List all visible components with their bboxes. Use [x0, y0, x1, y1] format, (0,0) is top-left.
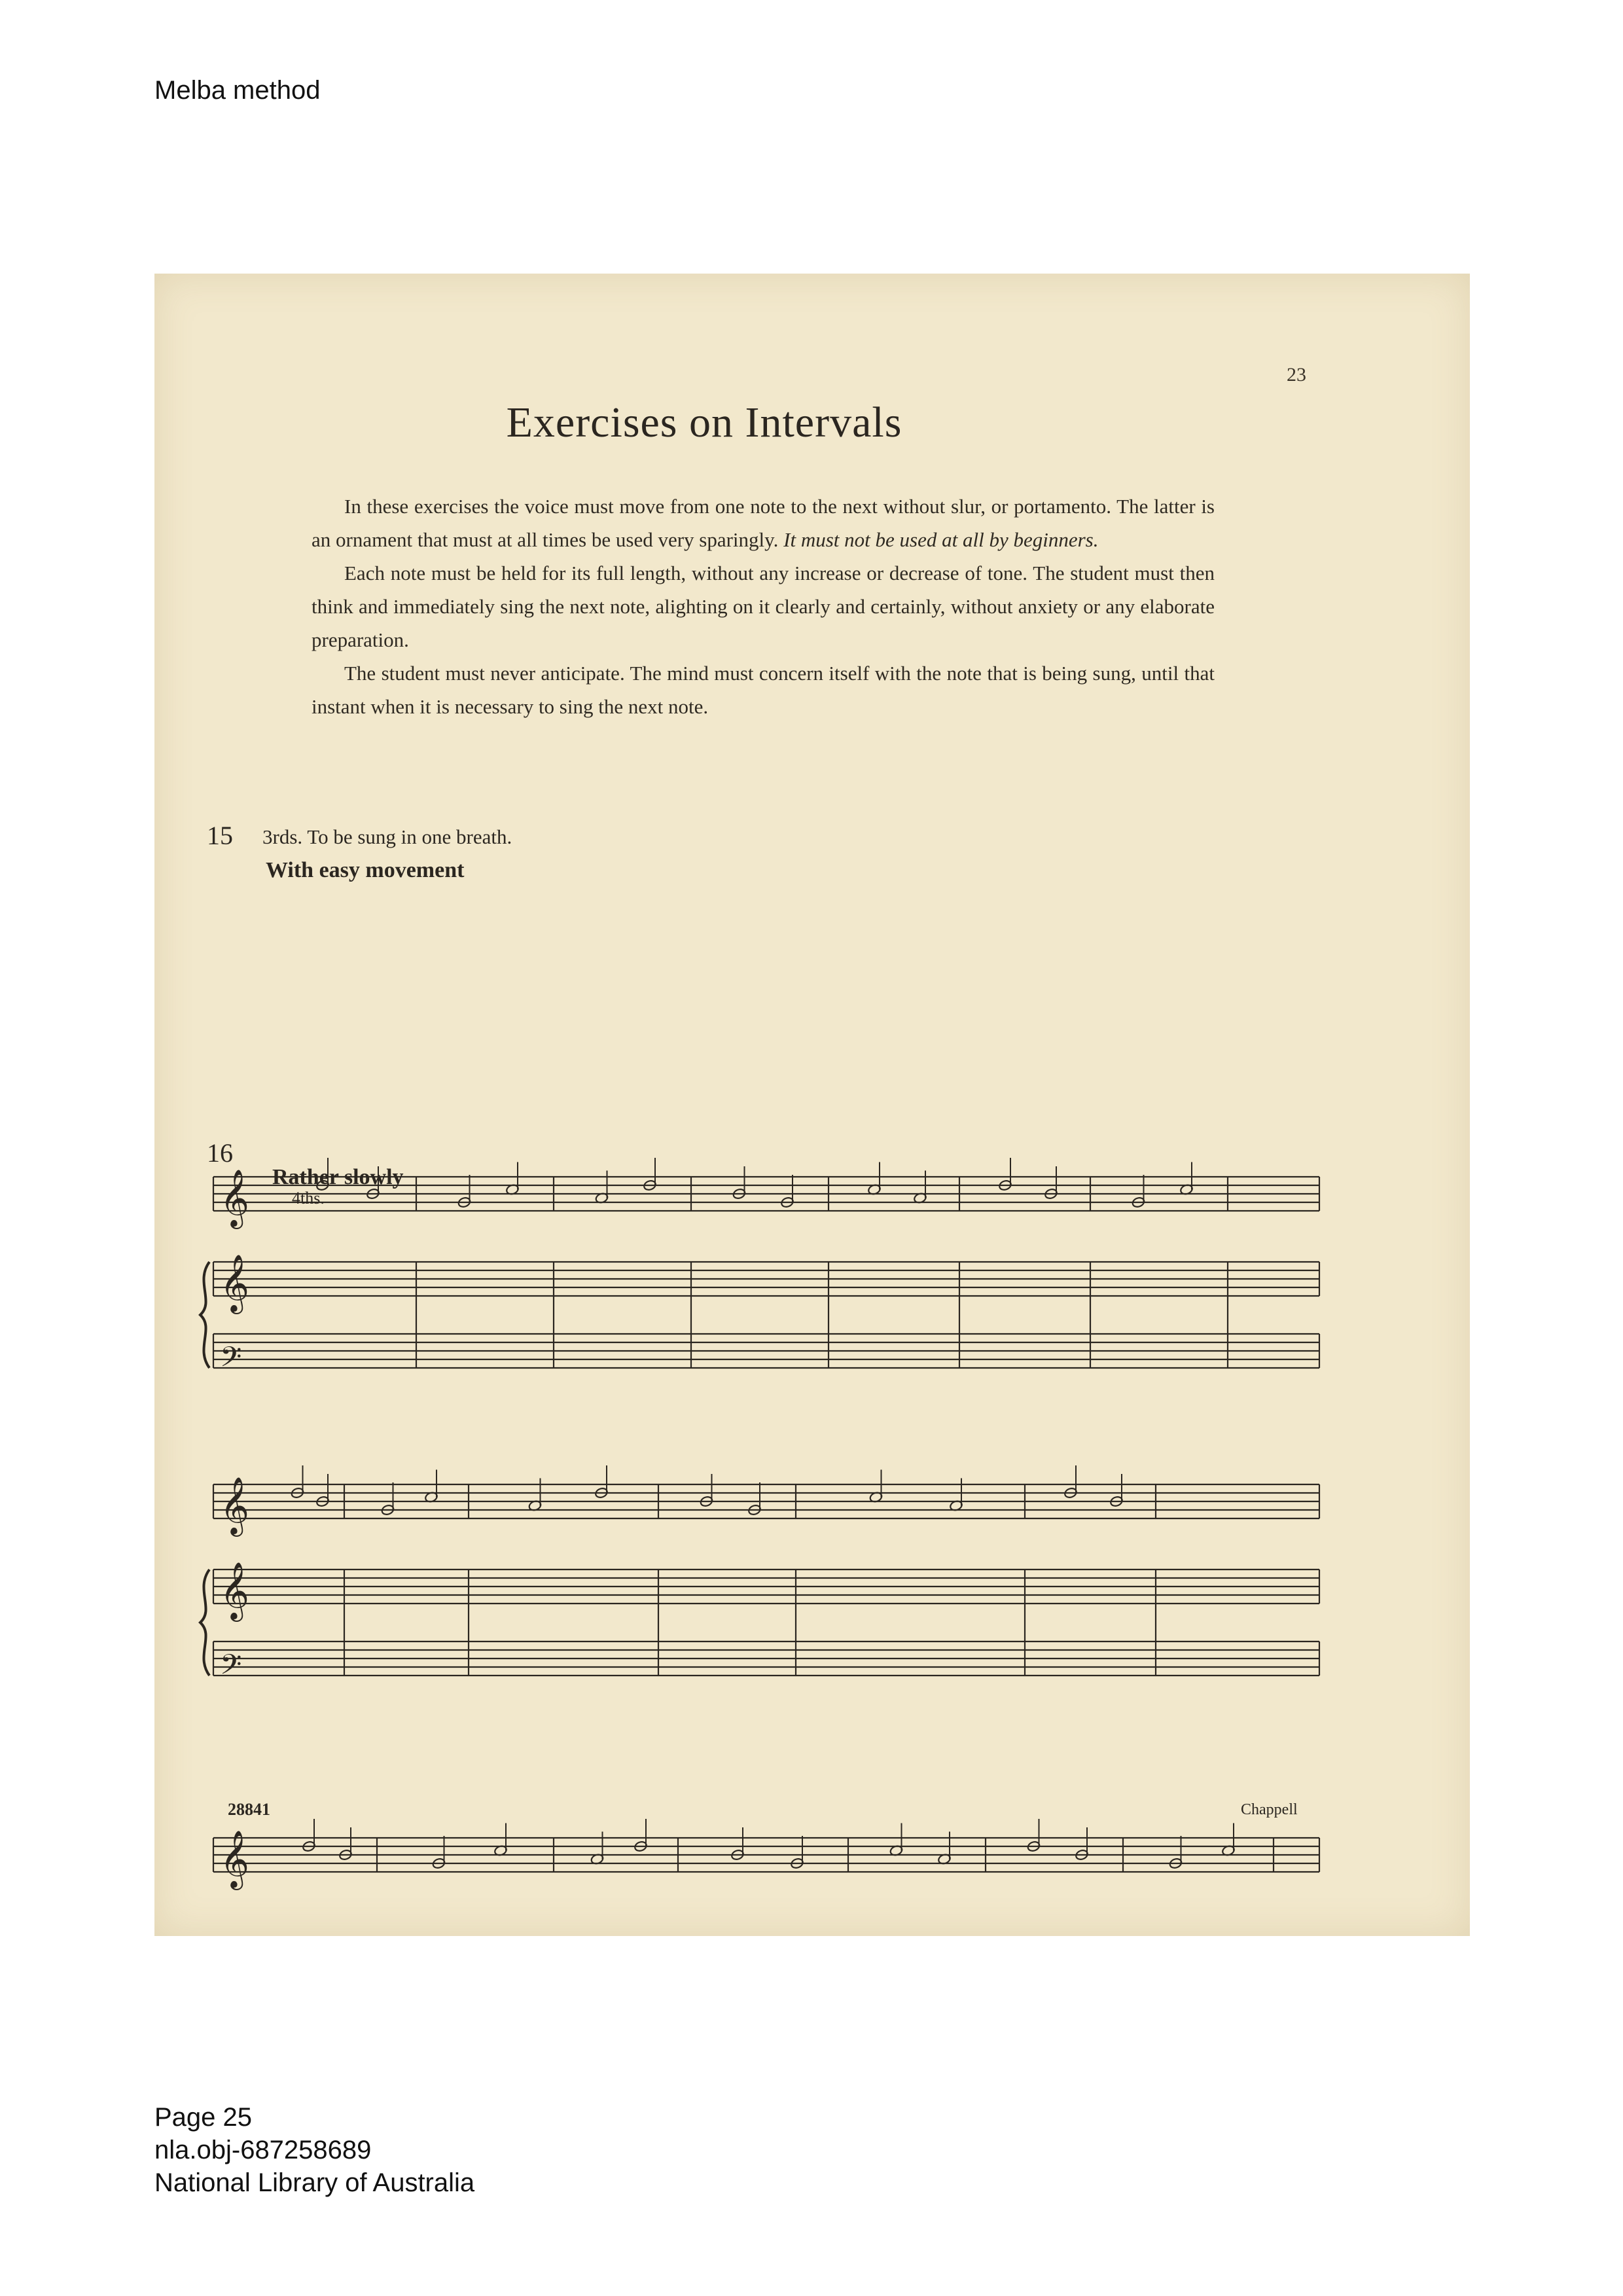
document-header: Melba method [154, 76, 321, 105]
footer-id-line: nla.obj-687258689 [154, 2136, 372, 2164]
paragraph-1-italic: It must not be used at all by beginners. [783, 528, 1099, 551]
exercise-15-label: 3rds. To be sung in one breath. [262, 825, 512, 848]
paragraph-1-text: In these exercises the voice must move from one note to the next without slur, or portamento. The latter is an ornament that must at all times be used very sparingly. [312, 495, 1215, 551]
footer-page-line: Page 25 [154, 2103, 253, 2132]
document-footer [154, 2101, 474, 2199]
paragraph-3: The student must never anticipate. The mind must concern itself with the note that is being sung, until that instant when it is necessary to sing the next note. [312, 662, 1215, 718]
exercise-15-tempo: With easy movement [266, 858, 465, 882]
page-title: Exercises on Intervals [506, 399, 902, 446]
music-notation [154, 274, 1470, 1936]
exercise-16-system-1-clef-treble: 𝄞 [220, 1561, 249, 1619]
page-number: 23 [1287, 364, 1306, 386]
paragraph-2: Each note must be held for its full length, without any increase or decrease of tone. The student must then think and immediately sing the next note, alighting on it clearly and certainly, without anxiety or any elaborate preparation. [312, 562, 1215, 651]
exercise-16-tempo: Rather slowly [272, 1165, 404, 1189]
exercise-15-system-brace [200, 1262, 209, 1368]
exercise-16-number: 16 [207, 1138, 233, 1168]
exercise-15-number: 15 [207, 821, 233, 850]
exercise-15-system-clef-treble: 𝄞 [220, 1168, 249, 1227]
exercise-16-system-1-clef-treble: 𝄞 [220, 1476, 249, 1534]
exercise-15-system-clef-bass: 𝄢 [220, 1341, 242, 1380]
publisher-mark: Chappell [1241, 1801, 1298, 1818]
exercise-16-system-1-brace [200, 1570, 209, 1676]
scanned-page [154, 274, 1470, 1936]
exercise-15-system-clef-treble: 𝄞 [220, 1253, 249, 1312]
plate-number: 28841 [228, 1800, 270, 1819]
footer-library-line: National Library of Australia [154, 2168, 475, 2197]
exercise-16-system-2-clef-treble: 𝄞 [220, 1829, 249, 1888]
exercise-16-system-1-clef-bass: 𝄢 [220, 1649, 242, 1688]
exercise-16-label: 4ths. [292, 1189, 325, 1208]
